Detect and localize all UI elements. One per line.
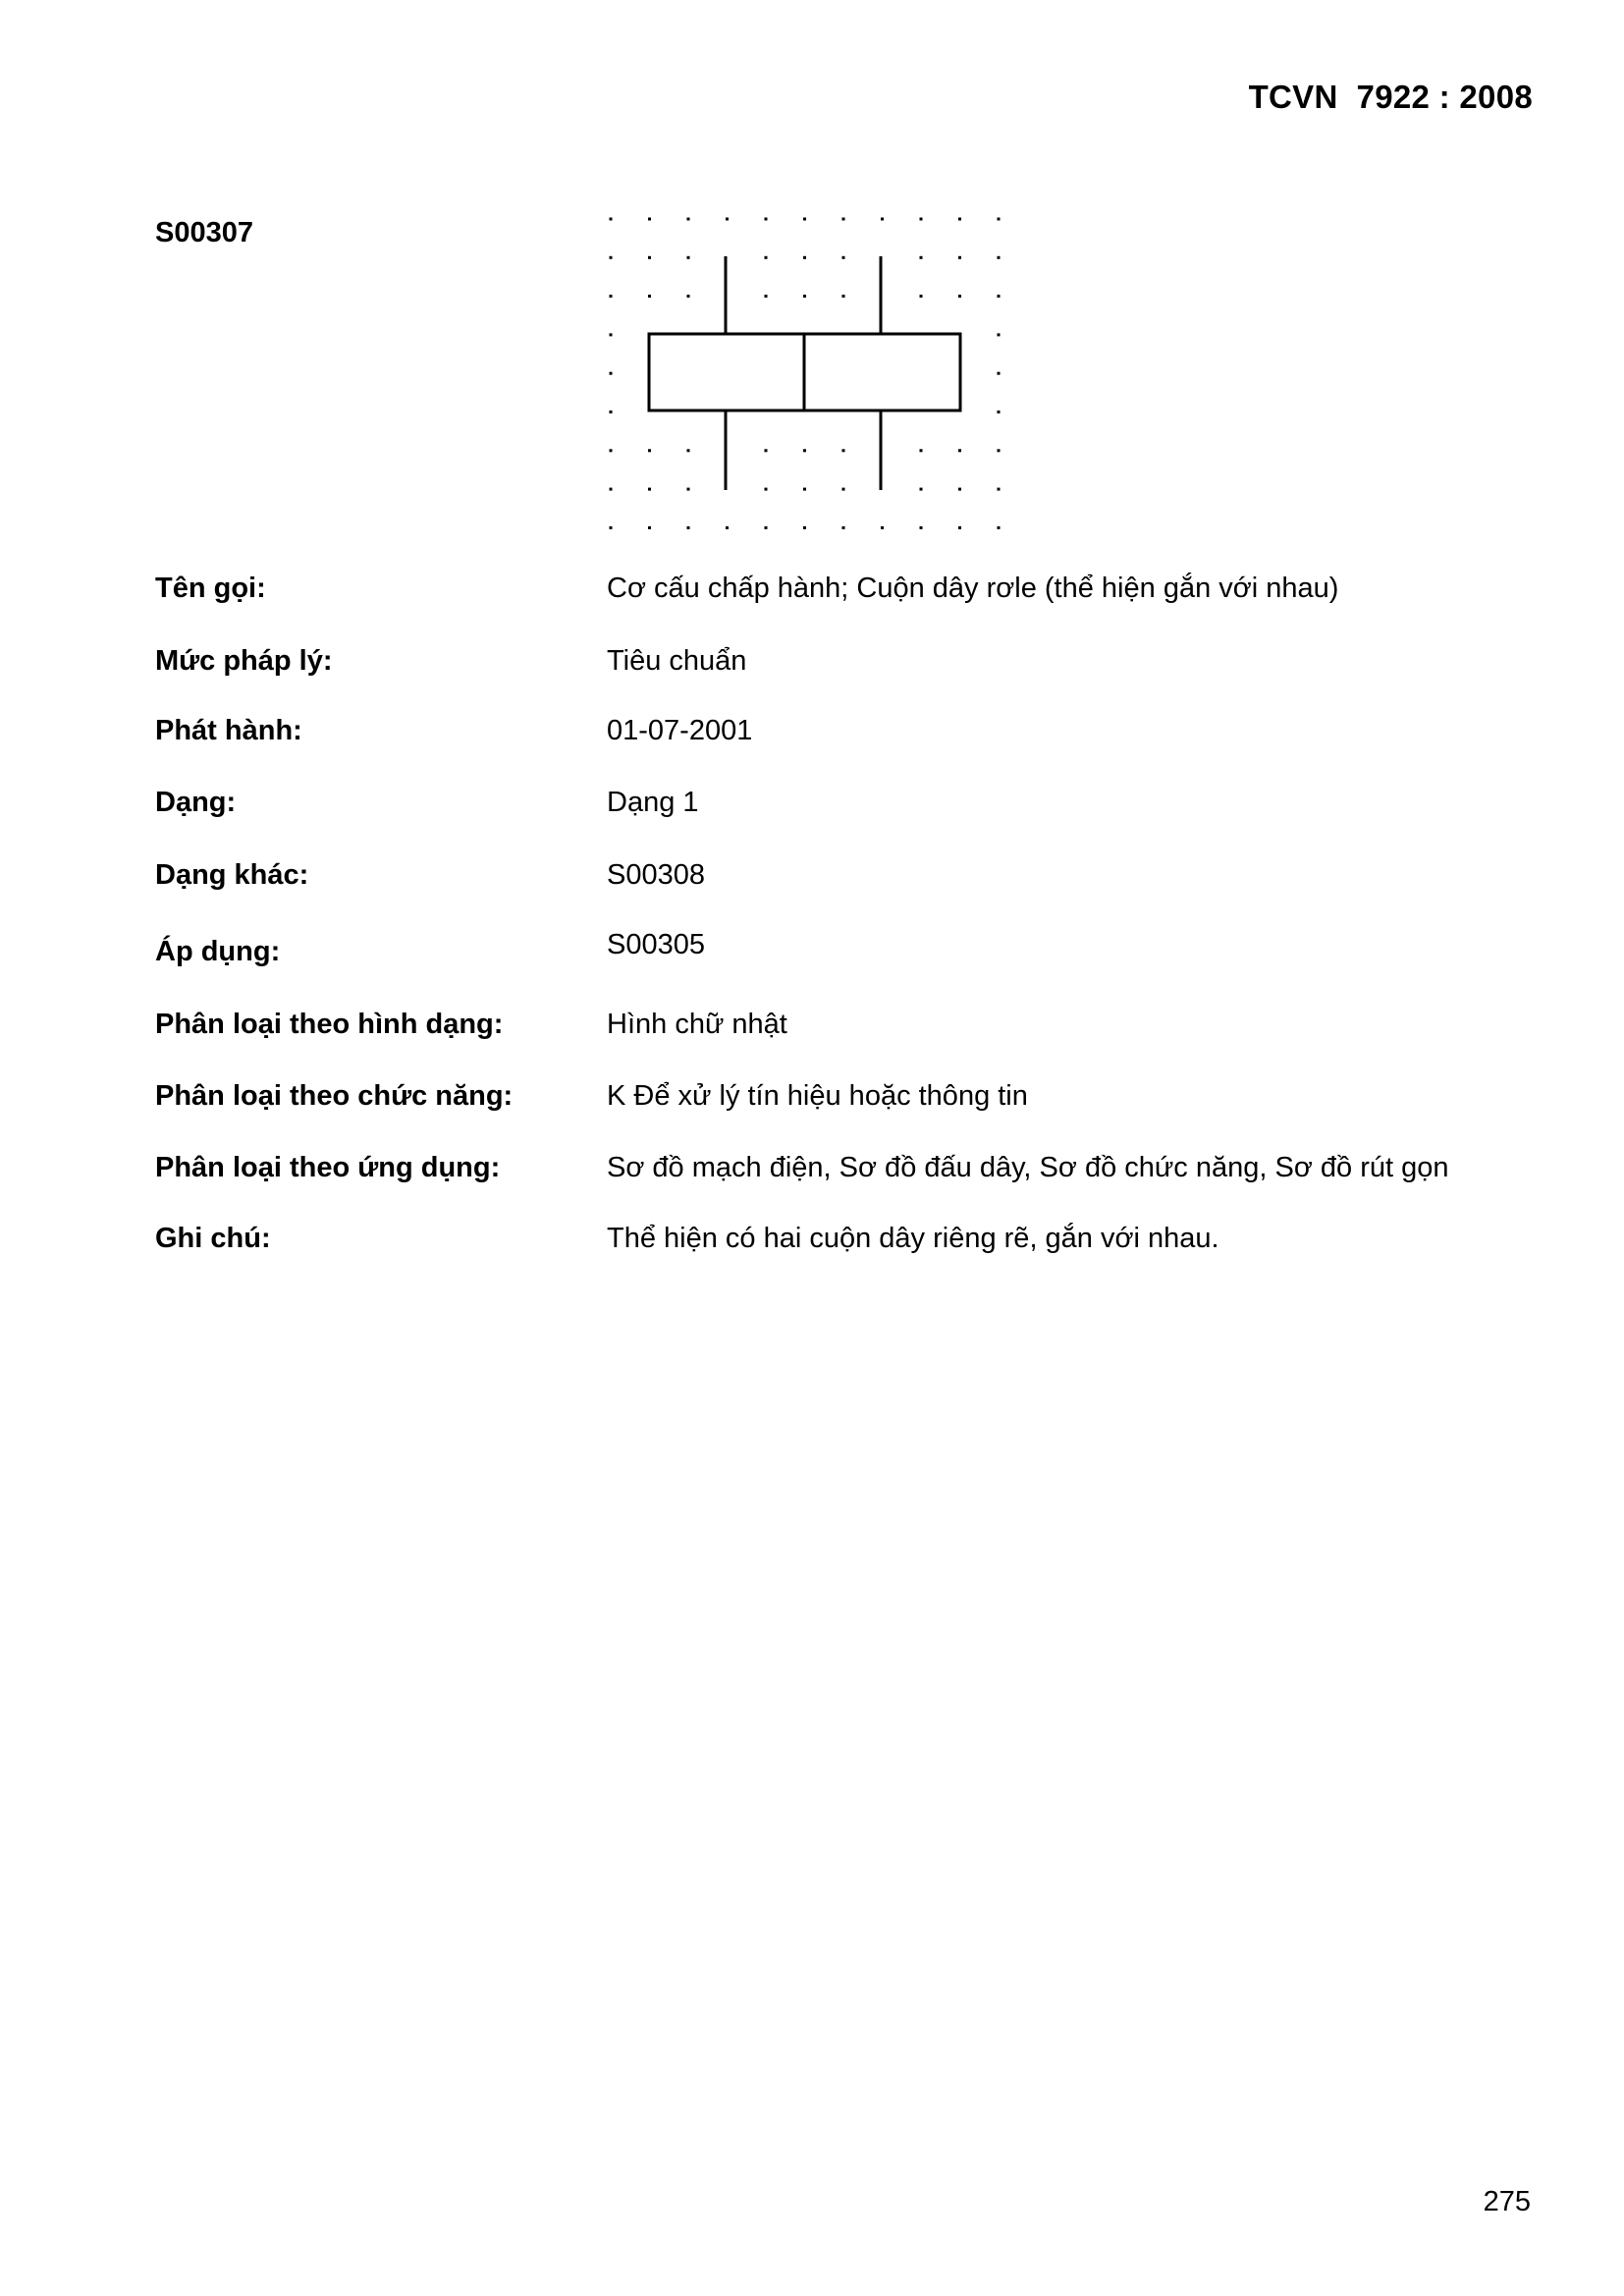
field-label: Áp dụng:	[155, 936, 281, 967]
field-value: Hình chữ nhật	[607, 1009, 787, 1040]
grid-dot	[610, 372, 613, 375]
grid-dot	[648, 449, 651, 452]
grid-dot	[881, 526, 884, 529]
grid-dot	[842, 256, 845, 259]
grid-dot	[842, 488, 845, 491]
grid-dot	[610, 410, 613, 413]
grid-dot	[687, 256, 690, 259]
grid-dot	[765, 218, 768, 221]
grid-dot	[842, 449, 845, 452]
grid-dot	[958, 295, 961, 298]
field-row-release	[0, 715, 1624, 754]
grid-dot	[920, 256, 923, 259]
grid-dot	[765, 449, 768, 452]
grid-dot	[998, 333, 1001, 336]
grid-dot	[610, 488, 613, 491]
grid-dot	[958, 488, 961, 491]
grid-dot	[958, 526, 961, 529]
grid-dot	[958, 256, 961, 259]
grid-dot	[998, 488, 1001, 491]
field-label: Ghi chú:	[155, 1223, 271, 1254]
grid-dot	[803, 488, 806, 491]
grid-dot	[842, 218, 845, 221]
grid-dot	[803, 295, 806, 298]
grid-dot	[648, 488, 651, 491]
grid-dot	[726, 218, 729, 221]
field-label: Phân loại theo chức năng:	[155, 1080, 514, 1112]
grid-dot	[765, 295, 768, 298]
grid-dot	[765, 526, 768, 529]
grid-dot	[842, 526, 845, 529]
grid-dot	[803, 449, 806, 452]
grid-dot	[920, 526, 923, 529]
field-row-application-class	[0, 1152, 1624, 1191]
grid-dot	[687, 295, 690, 298]
grid-dot	[920, 449, 923, 452]
grid-dot	[998, 256, 1001, 259]
field-value: Cơ cấu chấp hành; Cuộn dây rơle (thể hiện gắn với nhau)	[607, 573, 1339, 604]
grid-dot	[920, 218, 923, 221]
grid-dot	[803, 218, 806, 221]
grid-dot	[648, 526, 651, 529]
grid-dot	[687, 526, 690, 529]
symbol-code: S00307	[155, 217, 253, 248]
grid-dot	[998, 526, 1001, 529]
grid-dot	[958, 218, 961, 221]
field-value: Tiêu chuẩn	[607, 645, 747, 677]
grid-dot	[648, 295, 651, 298]
grid-dot	[998, 410, 1001, 413]
field-row-note	[0, 1223, 1624, 1262]
grid-dot	[998, 295, 1001, 298]
grid-dot	[998, 218, 1001, 221]
relay-coil-symbol	[589, 196, 1031, 550]
grid-dot	[842, 295, 845, 298]
grid-dot	[610, 449, 613, 452]
grid-dot	[881, 218, 884, 221]
grid-dot	[610, 218, 613, 221]
grid-dot	[998, 449, 1001, 452]
field-label: Tên gọi:	[155, 573, 266, 604]
grid-dot	[687, 488, 690, 491]
grid-dot	[610, 295, 613, 298]
grid-dot	[803, 256, 806, 259]
grid-dot	[648, 218, 651, 221]
grid-dot	[765, 256, 768, 259]
standard-number: TCVN 7922 : 2008	[1248, 79, 1533, 115]
field-value: Thể hiện có hai cuộn dây riêng rẽ, gắn với nhau.	[607, 1223, 1219, 1254]
grid-dot	[687, 218, 690, 221]
grid-dot	[648, 256, 651, 259]
field-label: Dạng:	[155, 787, 237, 818]
field-label: Dạng khác:	[155, 859, 309, 891]
grid-dot	[920, 295, 923, 298]
field-row-shape-class	[0, 1009, 1624, 1048]
field-value: 01-07-2001	[607, 715, 753, 746]
grid-dot	[726, 526, 729, 529]
field-row-form	[0, 787, 1624, 826]
field-value: K Để xử lý tín hiệu hoặc thông tin	[607, 1080, 1028, 1112]
grid-dot	[920, 488, 923, 491]
grid-dot	[610, 333, 613, 336]
field-label: Phân loại theo ứng dụng:	[155, 1152, 501, 1183]
field-row-name	[0, 573, 1624, 612]
field-value: Sơ đồ mạch điện, Sơ đồ đấu dây, Sơ đồ chức năng, Sơ đồ rút gọn	[607, 1152, 1449, 1183]
grid-dot	[765, 488, 768, 491]
field-label: Phát hành:	[155, 715, 302, 746]
grid-dot	[998, 372, 1001, 375]
grid-dot	[610, 526, 613, 529]
field-value: Dạng 1	[607, 787, 699, 818]
grid-dot	[803, 526, 806, 529]
field-row-function-class	[0, 1080, 1624, 1120]
field-label: Phân loại theo hình dạng:	[155, 1009, 504, 1040]
page-number: 275	[1483, 2186, 1531, 2217]
grid-dot	[687, 449, 690, 452]
field-row-legal-level	[0, 645, 1624, 684]
field-value: S00308	[607, 859, 705, 891]
field-row-applies	[0, 929, 1624, 968]
grid-dot	[610, 256, 613, 259]
field-value: S00305	[607, 929, 705, 960]
field-row-other-form	[0, 859, 1624, 899]
field-label: Mức pháp lý:	[155, 645, 333, 677]
grid-dot	[958, 449, 961, 452]
